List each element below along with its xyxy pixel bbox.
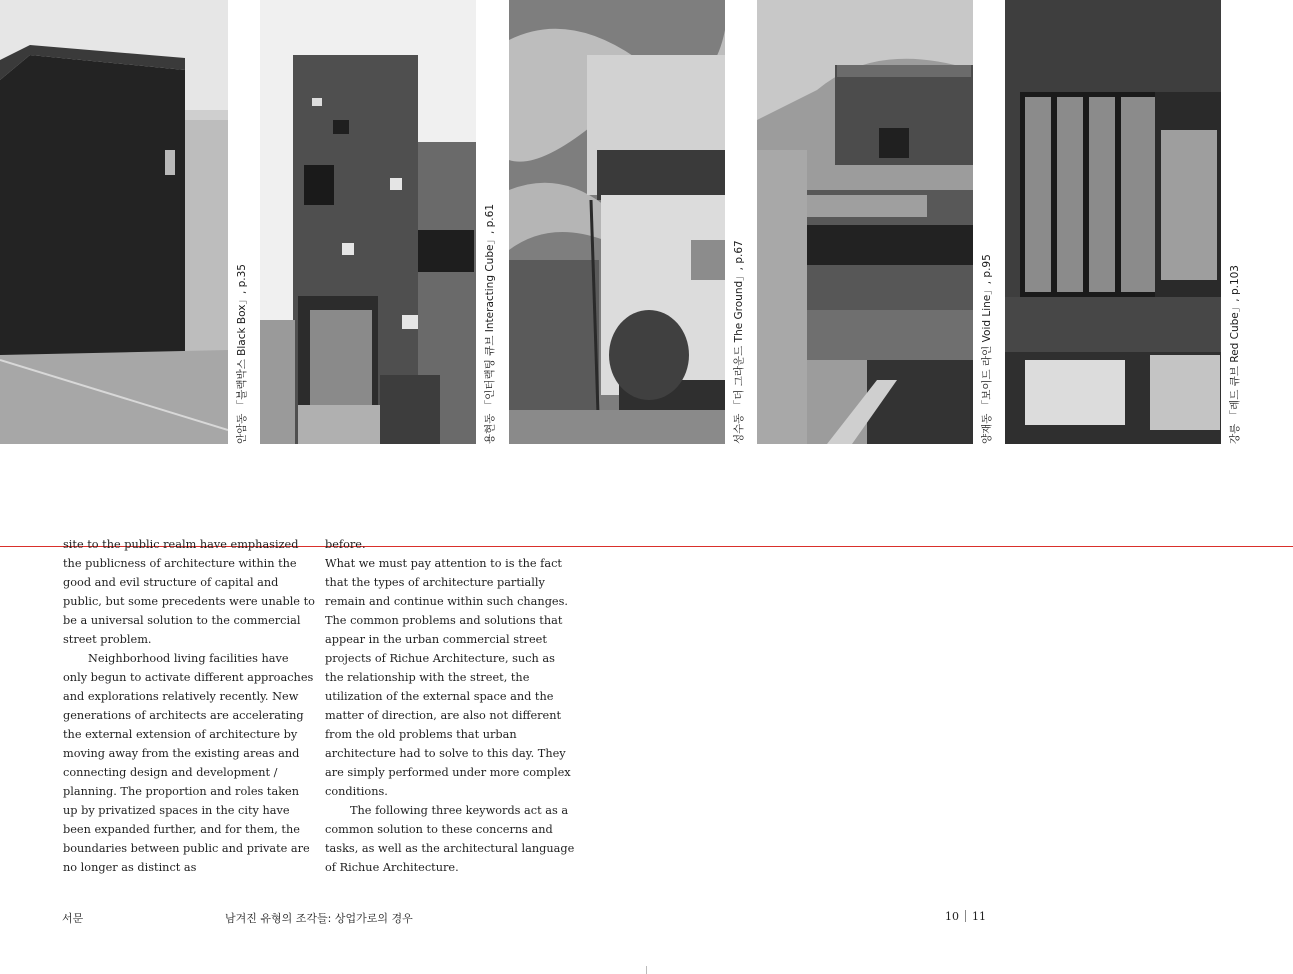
page-separator [965,910,966,922]
void-line-photo [757,0,973,444]
page-right: 11 [972,910,986,923]
footer-section: 서문 [62,912,84,925]
caption-interacting-cube: 용현동 「인터랙팅 큐브 Interacting Cube」, p.61 [484,204,496,444]
the-ground-photo [509,0,725,444]
interacting-cube-photo [260,0,476,444]
text-column-1 [63,535,315,877]
caption-red-cube: 강릉 「레드 큐브 Red Cube」, p.103 [1229,265,1241,444]
caption-void-line: 양재동 「보이드 라인 Void Line」, p.95 [981,254,993,444]
footer-title: 남겨진 유형의 조각들: 상업가로의 경우 [225,912,413,925]
text-column-2 [325,535,577,877]
black-box-photo [0,0,228,444]
caption-black-box: 안암동 「블랙박스 Black Box」, p.35 [236,264,248,444]
paragraph: The following three keywords act as a common solution to these concerns and tasks, as well as the architectural language of Richue Architecture. [325,804,575,874]
gutter-mark [646,966,647,974]
page-numbers [945,910,986,923]
page-left: 10 [945,910,959,923]
paragraph: before. [325,538,366,551]
paragraph: What we must pay attention to is the fact that the types of architecture partially remain and continue within such changes. The common problems and solutions that appear in the urban commercial street projects of Richue Architecture, such as the relationship with the street, the utilization of the external space and the matter of direction, are also not different from the old problems that urban architecture had to solve to this day. They are simply performed under more complex conditions. [325,557,571,798]
caption-the-ground: 성수동 「더 그라운드 The Ground」, p.67 [733,240,745,444]
paragraph: site to the public realm have emphasized the publicness of architecture within the good and evil structure of capital and public, but some precedents were unable to be a universal solution to the commercial street problem. [63,538,315,646]
paragraph: Neighborhood living facilities have only begun to activate different approaches and explorations relatively recently. New generations of architects are accelerating the external extension of architecture by moving away from the existing areas and connecting design and development / planning. The proportion and roles taken up by privatized spaces in the city have been expanded further, and for them, the boundaries between public and private are no longer as distinct as [63,652,314,874]
red-cube-photo [1005,0,1221,444]
